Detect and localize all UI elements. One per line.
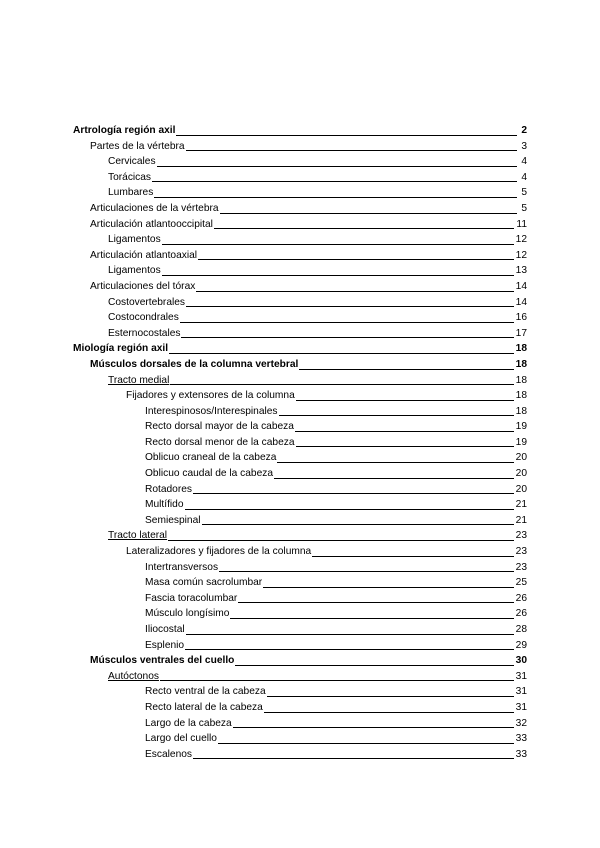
toc-entry-page-number: 28 (515, 624, 527, 635)
toc-entry-page-number: 26 (515, 592, 527, 604)
toc-entry-title: Tracto medial (108, 374, 170, 386)
toc-entry[interactable] (0, 139, 600, 155)
toc-leader-line (218, 743, 514, 744)
toc-entry[interactable] (0, 450, 600, 466)
toc-entry-title: Miología región axil (73, 343, 169, 355)
toc-leader-line (152, 181, 517, 182)
toc-entry-title: Largo del cuello (145, 733, 217, 745)
toc-entry-page-number: 5 (521, 202, 527, 214)
toc-entry-page-number: 18 (515, 405, 527, 417)
toc-leader-line (214, 228, 515, 229)
toc-entry-title: Rotadores (145, 483, 193, 495)
toc-leader-line (160, 680, 514, 681)
toc-leader-line (202, 524, 514, 525)
toc-entry[interactable] (0, 373, 600, 389)
toc-entry[interactable] (0, 295, 600, 311)
toc-leader-line (170, 384, 513, 385)
toc-entry-title: Iliocostal (145, 624, 185, 635)
toc-entry[interactable] (0, 217, 600, 233)
toc-entry[interactable] (0, 154, 600, 170)
toc-leader-line (185, 509, 514, 510)
toc-entry-title: Costocondrales (108, 312, 179, 324)
toc-leader-line (230, 618, 513, 619)
toc-entry-page-number: 14 (515, 280, 527, 292)
toc-entry-page-number: 12 (515, 249, 527, 261)
toc-entry-page-number: 18 (515, 390, 527, 402)
toc-entry[interactable] (0, 528, 600, 544)
toc-entry-page-number: 20 (515, 483, 527, 495)
toc-entry-title: Músculos ventrales del cuello (90, 655, 235, 667)
toc-leader-line (299, 369, 513, 370)
toc-entry-page-number: 16 (515, 312, 527, 324)
toc-leader-line (267, 696, 514, 697)
toc-entry-title: Interespinosos/Interespinales (145, 405, 278, 417)
toc-entry-title: Cervicales (108, 156, 156, 168)
toc-leader-line (176, 135, 517, 136)
toc-entry-title: Intertransversos (145, 561, 219, 573)
toc-leader-line (196, 291, 513, 292)
toc-leader-line (279, 415, 514, 416)
toc-entry[interactable] (0, 341, 600, 357)
toc-leader-line (181, 337, 513, 338)
toc-entry-title: Fijadores y extensores de la columna (126, 390, 295, 402)
toc-entry-page-number: 3 (521, 140, 527, 152)
toc-entry-title: Fascia toracolumbar (145, 592, 238, 604)
toc-leader-line (162, 275, 514, 276)
toc-entry-page-number: 13 (515, 265, 527, 277)
toc-entry-page-number: 4 (521, 171, 527, 183)
toc-leader-line (235, 665, 513, 666)
toc-entry[interactable] (0, 591, 600, 607)
toc-entry[interactable] (0, 684, 600, 700)
toc-leader-line (186, 634, 514, 635)
toc-entry-title: Escalenos (145, 748, 193, 760)
toc-entry-title: Articulación atlantoaxial (90, 249, 198, 261)
toc-entry-title: Recto dorsal menor de la cabeza (145, 436, 295, 448)
toc-entry-title: Músculos dorsales de la columna vertebral (90, 358, 299, 370)
toc-leader-line (274, 478, 514, 479)
toc-entry-title: Multífido (145, 499, 184, 511)
toc-entry-page-number: 20 (515, 468, 527, 480)
toc-leader-line (185, 649, 514, 650)
toc-leader-line (264, 712, 514, 713)
toc-leader-line (233, 727, 514, 728)
toc-entry-title: Oblicuo craneal de la cabeza (145, 452, 277, 464)
toc-leader-line (186, 150, 517, 151)
toc-leader-line (296, 400, 514, 401)
toc-entry[interactable] (0, 466, 600, 482)
toc-leader-line (238, 602, 513, 603)
toc-entry-page-number: 2 (521, 125, 527, 136)
toc-entry-page-number: 19 (515, 436, 527, 448)
toc-entry-title: Articulaciones del tórax (90, 280, 196, 292)
toc-entry-title: Autóctonos (108, 670, 159, 682)
toc-entry[interactable] (0, 404, 600, 420)
toc-entry-page-number: 18 (515, 343, 527, 355)
toc-entry-page-number: 31 (515, 686, 527, 698)
toc-leader-line (193, 493, 514, 494)
toc-entry[interactable] (0, 606, 600, 622)
toc-entry[interactable] (0, 747, 600, 763)
toc-entry[interactable] (0, 575, 600, 591)
toc-entry-page-number: 23 (515, 546, 527, 558)
toc-entry-page-number: 14 (515, 296, 527, 308)
toc-entry-page-number: 31 (515, 701, 527, 713)
toc-entry[interactable] (0, 669, 600, 685)
table-of-contents (0, 123, 600, 762)
toc-entry-page-number: 25 (515, 577, 527, 589)
toc-entry[interactable] (0, 263, 600, 279)
toc-entry-page-number: 21 (515, 499, 527, 511)
toc-entry-page-number: 17 (515, 327, 527, 339)
toc-entry-title: Recto lateral de la cabeza (145, 701, 263, 713)
toc-entry[interactable] (0, 170, 600, 186)
toc-entry[interactable] (0, 279, 600, 295)
toc-entry-page-number: 19 (515, 421, 527, 433)
toc-leader-line (220, 213, 517, 214)
toc-entry-page-number: 32 (515, 717, 527, 729)
toc-entry-title: Recto dorsal mayor de la cabeza (145, 421, 294, 433)
toc-entry-title: Lateralizadores y fijadores de la columna (126, 546, 312, 558)
toc-entry-title: Tracto lateral (108, 530, 168, 542)
toc-entry[interactable] (0, 622, 600, 638)
toc-leader-line (296, 446, 514, 447)
toc-entry-title: Articulaciones de la vértebra (90, 202, 219, 214)
toc-entry-page-number: 26 (515, 608, 527, 620)
toc-entry[interactable] (0, 326, 600, 342)
toc-entry-page-number: 31 (515, 670, 527, 682)
toc-entry[interactable] (0, 435, 600, 451)
toc-entry[interactable] (0, 700, 600, 716)
toc-entry[interactable] (0, 388, 600, 404)
toc-entry[interactable] (0, 560, 600, 576)
toc-entry-title: Esternocostales (108, 327, 181, 339)
toc-entry[interactable] (0, 185, 600, 201)
toc-entry[interactable] (0, 638, 600, 654)
toc-entry-title: Ligamentos (108, 265, 161, 277)
toc-entry[interactable] (0, 497, 600, 513)
toc-entry-title: Semiespinal (145, 514, 201, 526)
toc-entry-page-number: 29 (515, 639, 527, 651)
toc-entry[interactable] (0, 513, 600, 529)
toc-entry[interactable] (0, 716, 600, 732)
toc-leader-line (154, 197, 517, 198)
toc-entry[interactable] (0, 310, 600, 326)
toc-entry-page-number: 4 (521, 156, 527, 168)
toc-entry[interactable] (0, 482, 600, 498)
toc-entry-title: Esplenio (145, 639, 185, 651)
toc-entry-title: Masa común sacrolumbar (145, 577, 263, 589)
toc-entry[interactable] (0, 201, 600, 217)
toc-entry-page-number: 20 (515, 452, 527, 464)
toc-leader-line (277, 462, 513, 463)
toc-entry-page-number: 18 (515, 358, 527, 370)
toc-entry-page-number: 33 (515, 733, 527, 745)
toc-entry-title: Partes de la vértebra (90, 140, 185, 152)
toc-entry-title: Artrología región axil (73, 125, 176, 136)
toc-entry[interactable] (0, 731, 600, 747)
toc-entry[interactable] (0, 232, 600, 248)
toc-entry-title: Recto ventral de la cabeza (145, 686, 266, 698)
toc-leader-line (157, 166, 517, 167)
toc-entry-page-number: 11 (516, 218, 527, 230)
toc-entry-page-number: 12 (515, 234, 527, 246)
toc-entry-title: Oblicuo caudal de la cabeza (145, 468, 273, 480)
toc-entry-title: Ligamentos (108, 234, 161, 246)
toc-entry-title: Articulación atlantooccipital (90, 218, 213, 230)
toc-entry-page-number: 33 (515, 748, 527, 760)
toc-leader-line (295, 431, 514, 432)
toc-leader-line (219, 571, 514, 572)
toc-entry[interactable] (0, 357, 600, 373)
toc-entry[interactable] (0, 123, 600, 139)
toc-entry[interactable] (0, 544, 600, 560)
toc-leader-line (312, 556, 513, 557)
toc-entry-title: Lumbares (108, 187, 154, 199)
toc-entry[interactable] (0, 248, 600, 264)
toc-leader-line (263, 587, 513, 588)
toc-leader-line (168, 540, 514, 541)
toc-entry-title: Costovertebrales (108, 296, 186, 308)
toc-entry-page-number: 21 (515, 514, 527, 526)
toc-entry-page-number: 30 (515, 655, 527, 667)
toc-entry-page-number: 5 (521, 187, 527, 199)
toc-leader-line (169, 353, 514, 354)
toc-leader-line (162, 244, 514, 245)
toc-entry-page-number: 23 (515, 530, 527, 542)
toc-leader-line (180, 322, 514, 323)
toc-entry-title: Músculo longísimo (145, 608, 230, 620)
toc-entry[interactable] (0, 419, 600, 435)
toc-leader-line (198, 259, 514, 260)
toc-entry-title: Torácicas (108, 171, 152, 183)
toc-entry-title: Largo de la cabeza (145, 717, 232, 729)
toc-entry[interactable] (0, 653, 600, 669)
toc-entry-page-number: 18 (515, 374, 527, 386)
toc-entry-page-number: 23 (515, 561, 527, 573)
toc-leader-line (186, 306, 514, 307)
toc-leader-line (193, 758, 514, 759)
